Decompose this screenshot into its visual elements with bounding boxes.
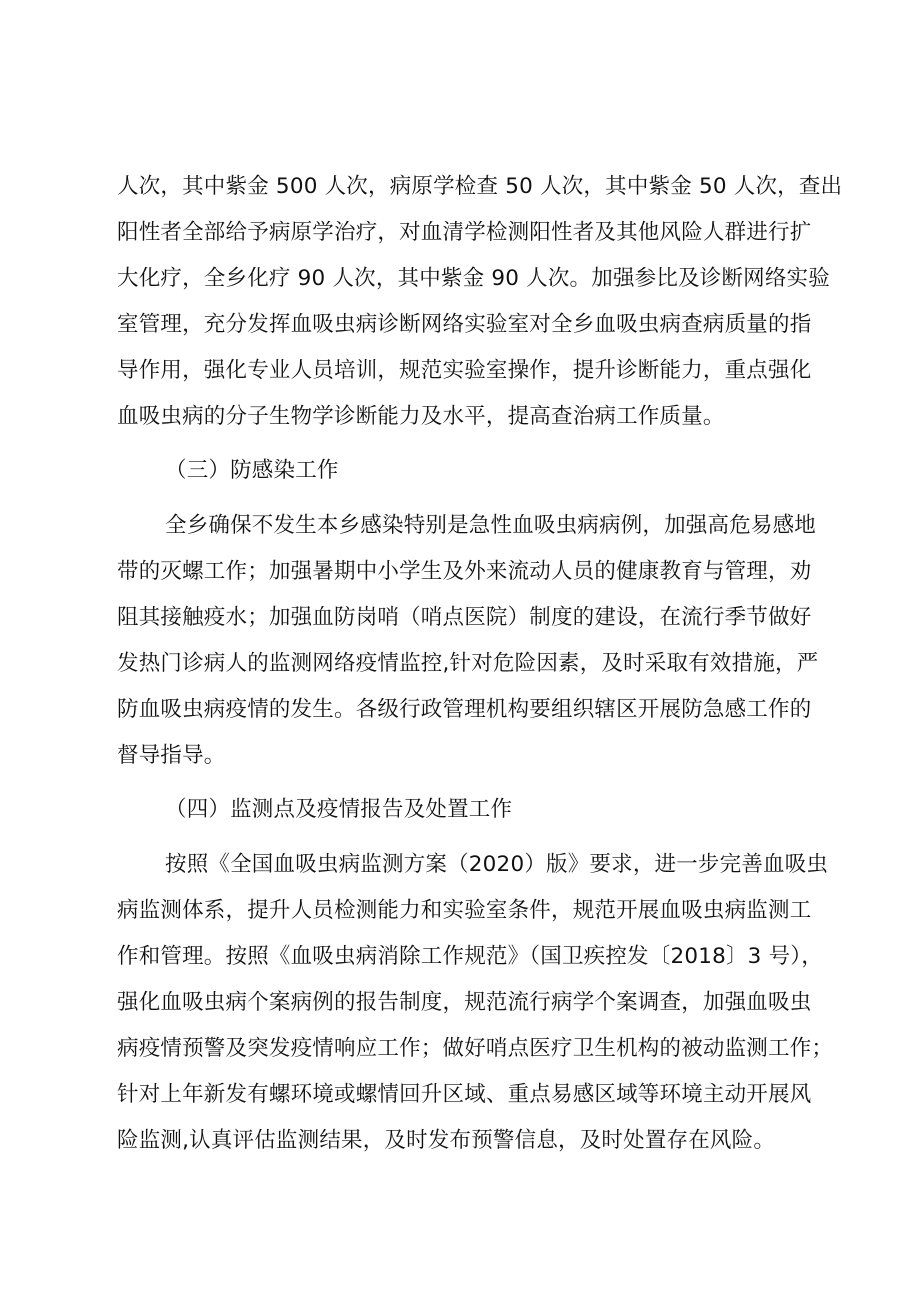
paragraph-line: 带的灭螺工作；加强暑期中小学生及外来流动人员的健康教育与管理，劝: [117, 559, 812, 584]
paragraph-line: 发热门诊病人的监测网络疫情监控,针对危险因素，及时采取有效措施，严: [117, 651, 819, 676]
paragraph-line: 人次，其中紫金 500 人次，病原学检查 50 人次，其中紫金 50 人次，查出: [117, 174, 843, 199]
paragraph-line: 大化疗，全乡化疗 90 人次，其中紫金 90 人次。加强参比及诊断网络实验: [117, 266, 830, 291]
section-heading: （四）监测点及疫情报告及处置工作: [165, 797, 513, 822]
paragraph-line: 强化血吸虫病个案病例的报告制度，规范流行病学个案调查，加强血吸虫: [117, 990, 812, 1015]
paragraph-line: 阳性者全部给予病原学治疗，对血清学检测阳性者及其他风险人群进行扩: [117, 220, 812, 245]
paragraph-line: 作和管理。按照《血吸虫病消除工作规范》（国卫疾控发〔2018〕3 号），: [117, 944, 823, 969]
paragraph-line: 督导指导。: [117, 743, 226, 768]
paragraph-line: 针对上年新发有螺环境或螺情回升区域、重点易感区域等环境主动开展风: [117, 1082, 812, 1107]
paragraph-line: 按照《全国血吸虫病监测方案（2020）版》要求，进一步完善血吸虫: [165, 852, 829, 877]
paragraph-line: 病疫情预警及突发疫情响应工作；做好哨点医疗卫生机构的被动监测工作；: [117, 1036, 834, 1061]
paragraph-line: 全乡确保不发生本乡感染特别是急性血吸虫病病例，加强高危易感地: [165, 513, 817, 538]
paragraph-line: 病监测体系，提升人员检测能力和实验室条件，规范开展血吸虫病监测工: [117, 898, 812, 923]
paragraph-line: 险监测,认真评估监测结果，及时发布预警信息，及时处置存在风险。: [117, 1128, 776, 1153]
paragraph-line: 导作用，强化专业人员培训，规范实验室操作，提升诊断能力，重点强化: [117, 358, 812, 383]
paragraph-line: 室管理，充分发挥血吸虫病诊断网络实验室对全乡血吸虫病查病质量的指: [117, 312, 812, 337]
section-heading: （三）防感染工作: [165, 458, 339, 483]
paragraph-line: 血吸虫病的分子生物学诊断能力及水平，提高查治病工作质量。: [117, 404, 725, 429]
paragraph-line: 阻其接触疫水；加强血防岗哨（哨点医院）制度的建设，在流行季节做好: [117, 605, 812, 630]
paragraph-line: 防血吸虫病疫情的发生。各级行政管理机构要组织辖区开展防急感工作的: [117, 697, 812, 722]
